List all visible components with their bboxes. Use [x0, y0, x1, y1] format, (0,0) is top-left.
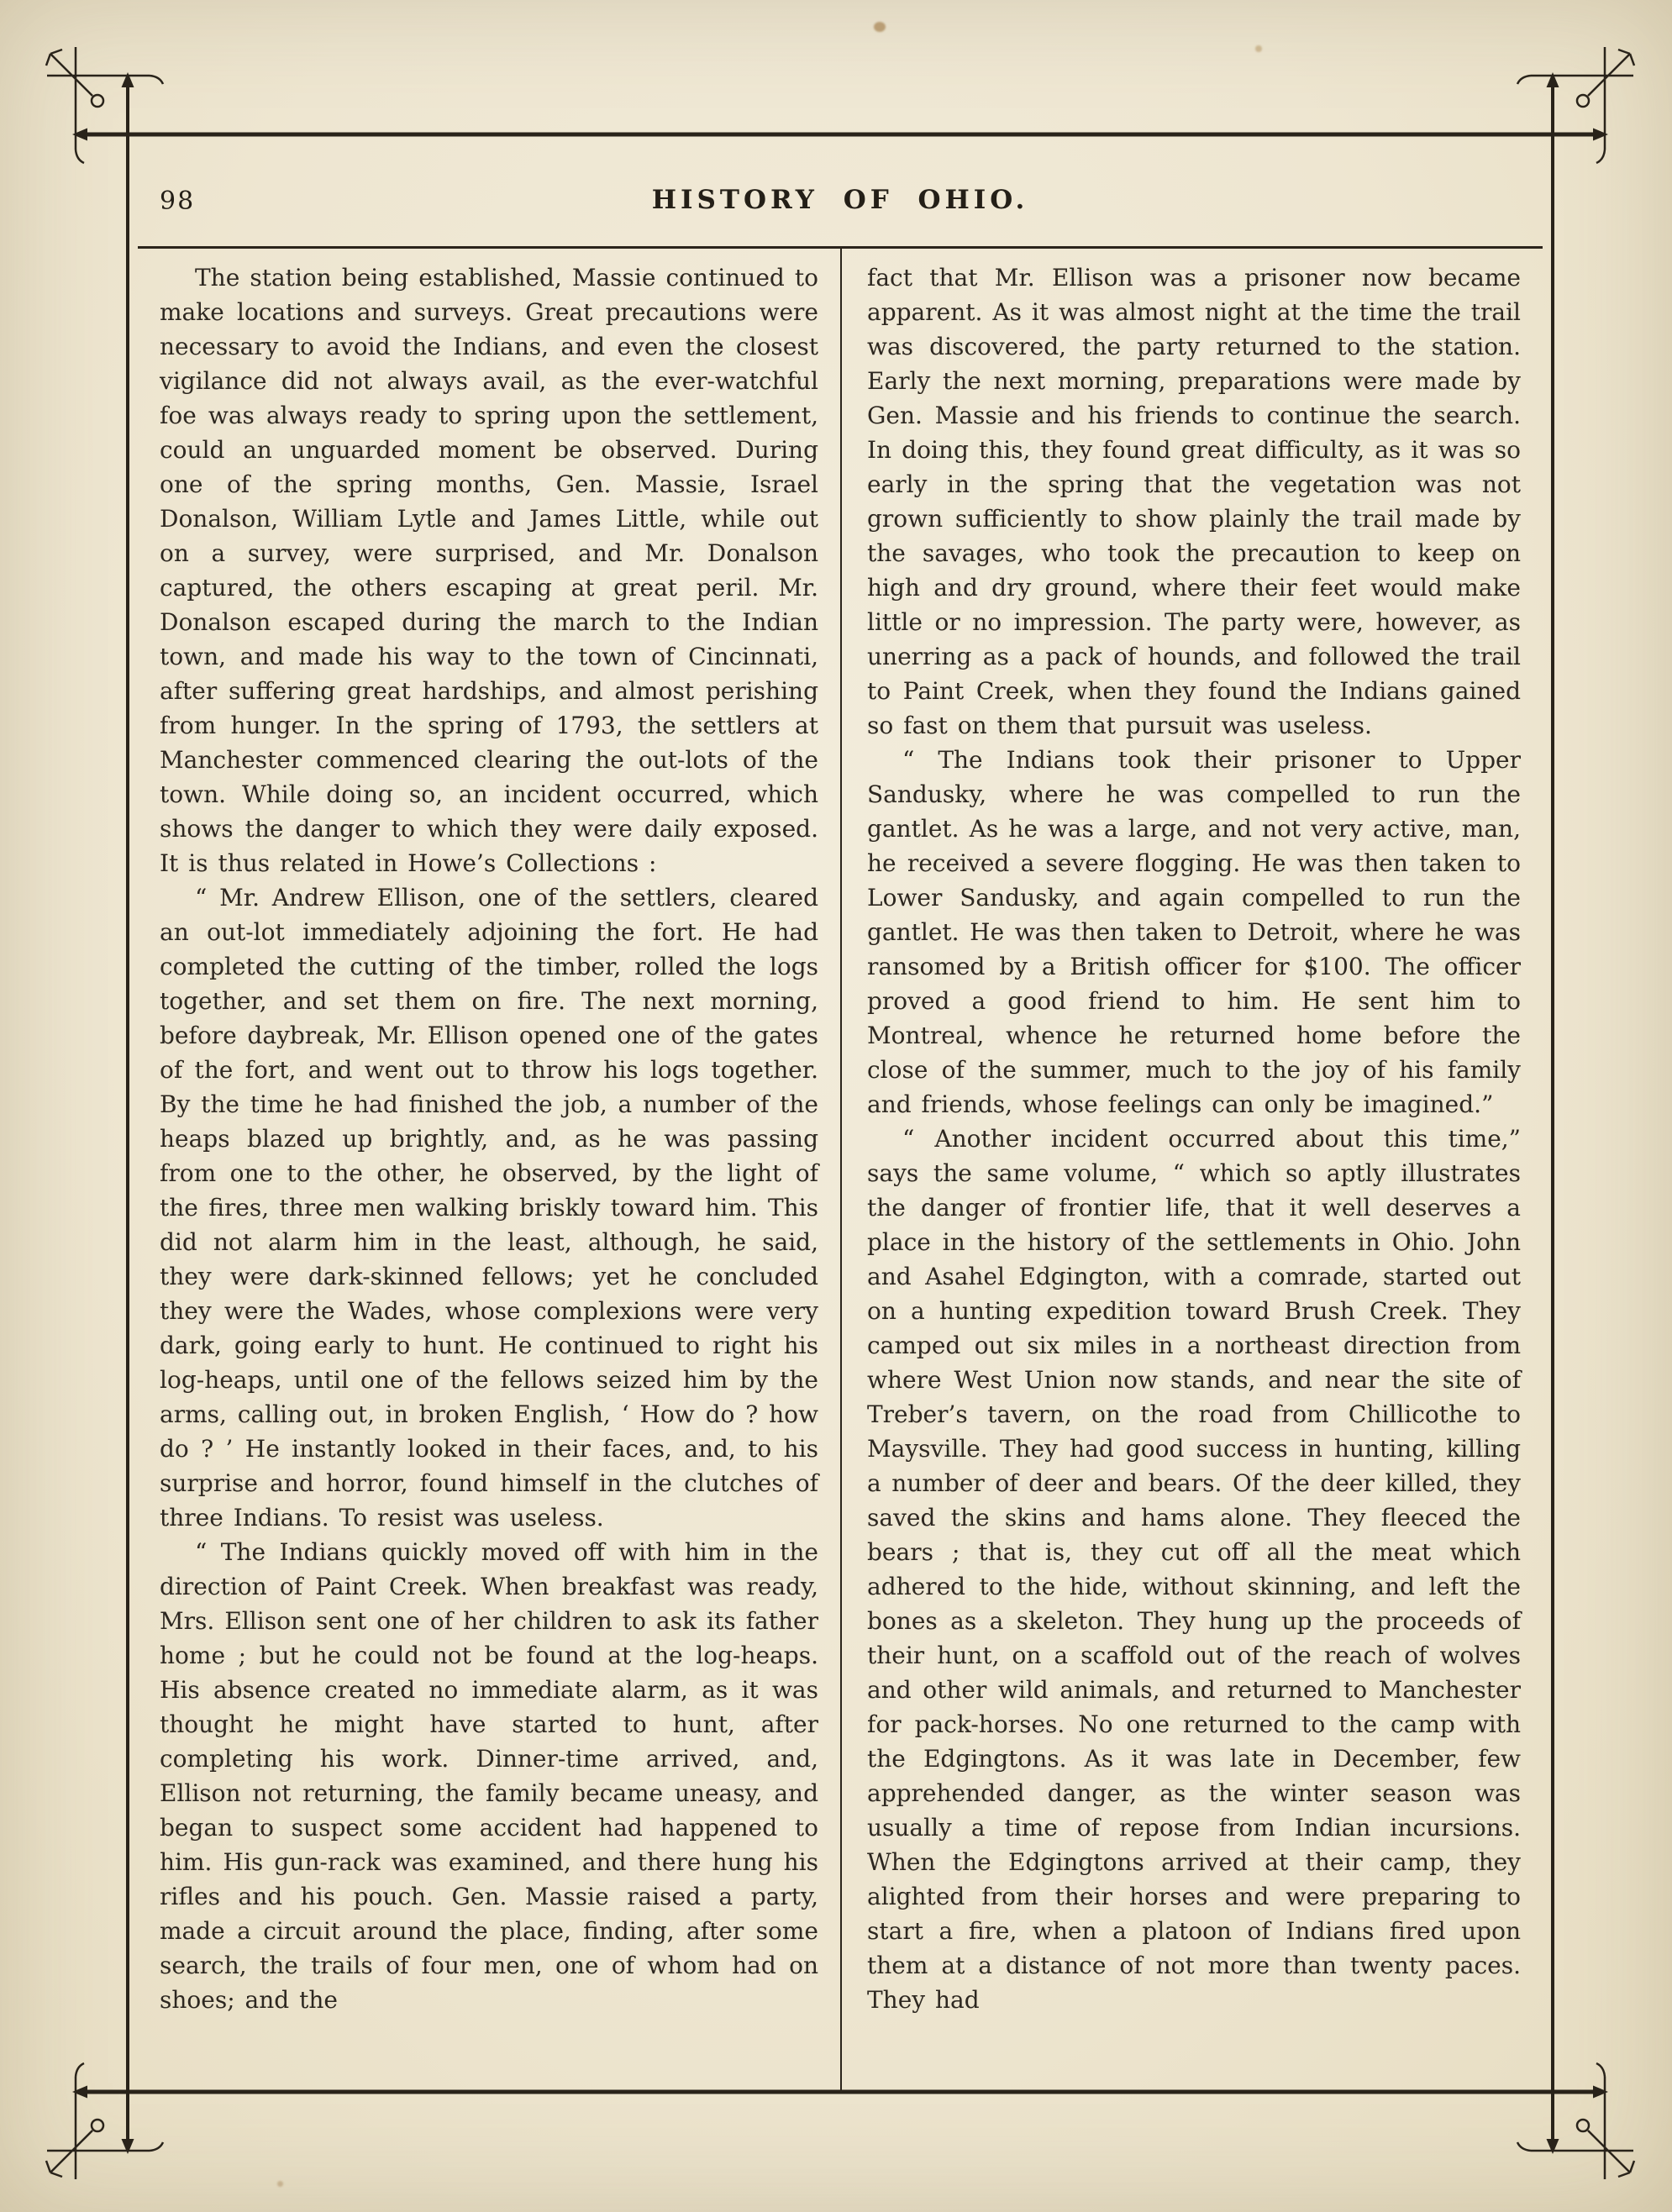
- paragraph: “ Another incident occurred about this time,” says the same volume, “ which so aptly illustrates the danger of frontier life, that it well deserves a place in the history of the settlements in Ohio. John and Asahel Edgington, with a comrade, started out on a hunting expedition toward Brush Creek. They camped out six miles in a northeast direction from where West Union now stands, and near the site of Treber’s tavern, on the road from Chillicothe to Maysville. They had good success in hunting, killing a number of deer and bears. Of the deer killed, they saved the skins and hams alone. They fleeced the bears ; that is, they cut off all the meat which adhered to the hide, without skinning, and left the bones as a skeleton. They hung up the proceeds of their hunt, on a scaffold out of the reach of wolves and other wild animals, and returned to Manchester for pack-horses. No one returned to the camp with the Edgingtons. As it was late in December, few apprehended danger, as the winter season was usually a time of repose from Indian incursions. When the Edgingtons arrived at their camp, they alighted from their horses and were preparing to start a fire, when a platoon of Indians fired upon them at a distance of not more than twenty paces. They had: [867, 1125, 1521, 2014]
- right-column: [840, 249, 1551, 2092]
- paragraph: The station being established, Massie continued to make locations and surveys. Great precautions were necessary to avoid the Indians, and even the closest vigilance did not always avail, as the ever-watchful foe was always ready to spring upon the settlement, could an unguarded moment be observed. During one of the spring months, Gen. Massie, Israel Donalson, William Lytle and James Little, while out on a survey, were surprised, and Mr. Donalson captured, the others escaping at great peril. Mr. Donalson escaped during the march to the Indian town, and made his way to the town of Cincinnati, after suffering great hardships, and almost perishing from hunger. In the spring of 1793, the settlers at Manchester commenced clearing the out-lots of the town. While doing so, an incident occurred, which shows the danger to which they were daily exposed. It is thus related in Howe’s Collections :: [160, 264, 818, 877]
- paragraph: fact that Mr. Ellison was a prisoner now became apparent. As it was almost night at the time the trail was discovered, the party returned to the station. Early the next morning, preparations were made by Gen. Massie and his friends to continue the search. In doing this, they found great difficulty, as it was so early in the spring that the vegetation was not grown sufficiently to show plainly the trail made by the savages, who took the precaution to keep on high and dry ground, where their feet would make little or no impression. The party were, however, as unerring as a pack of hounds, and followed the trail to Paint Creek, when they found the Indians gained so fast on them that pursuit was useless.: [867, 264, 1521, 739]
- page-number: 98: [160, 187, 196, 216]
- page-header: [128, 133, 1553, 249]
- paragraph: “ The Indians quickly moved off with him in the direction of Paint Creek. When breakfast was ready, Mrs. Ellison sent one of her children to ask its father home ; but he could not be found at the log-heaps. His absence created no immediate alarm, as it was thought he might have started to hunt, after completing his work. Dinner-time arrived, and, Ellison not returning, the family became uneasy, and began to suspect some accident had happened to him. His gun-rack was examined, and there hung his rifles and his pouch. Gen. Massie raised a party, made a circuit around the place, finding, after some search, the trails of four men, one of whom had on shoes; and the: [160, 1538, 818, 2014]
- paragraph: “ The Indians took their prisoner to Upper Sandusky, where he was compelled to run the gantlet. As he was a large, and not very active, man, he received a severe flogging. He was then taken to Lower Sandusky, and again compelled to run the gantlet. He was then taken to Detroit, where he was ransomed by a British officer for $100. The officer proved a good friend to him. He sent him to Montreal, whence he returned home before the close of the summer, much to the joy of his family and friends, whose feelings can only be imagined.”: [867, 746, 1521, 1118]
- page-content: [128, 133, 1553, 2094]
- page-title: HISTORY OF OHIO.: [651, 185, 1029, 215]
- left-column: [129, 249, 840, 2092]
- text-columns: [129, 249, 1551, 2092]
- paragraph: “ Mr. Andrew Ellison, one of the settlers, cleared an out-lot immediately adjoining the fort. He had completed the cutting of the timber, rolled the logs together, and set them on fire. The next morning, before daybreak, Mr. Ellison opened one of the gates of the fort, and went out to throw his logs together. By the time he had finished the job, a number of the heaps blazed up brightly, and, as he was passing from one to the other, he observed, by the light of the fires, three men walking briskly toward him. This did not alarm him in the least, although, he said, they were dark-skinned fellows; yet he concluded they were the Wades, whose complexions were very dark, going early to hunt. He continued to right his log-heaps, until one of the fellows seized him by the arms, calling out, in broken English, ‘ How do ? how do ? ’ He instantly looked in their faces, and, to his surprise and horror, found himself in the clutches of three Indians. To resist was useless.: [160, 884, 818, 1532]
